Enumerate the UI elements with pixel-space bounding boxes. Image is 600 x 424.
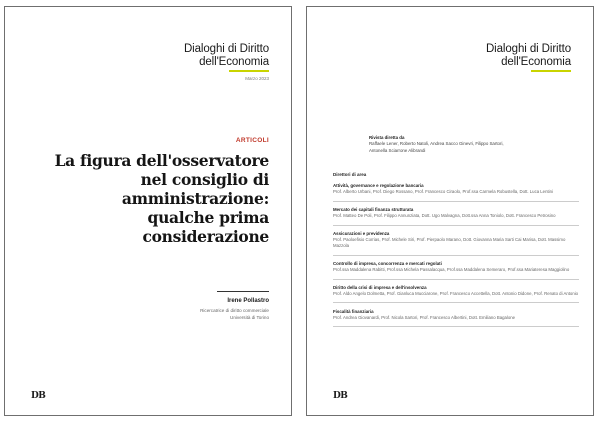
direction-line: Raffaele Lener, Roberto Natoli, Andrea Sacco Ginevri, Filippo Sartori, [369,141,504,147]
area-item [333,309,579,327]
area-item [333,183,579,201]
area-directors [333,172,579,333]
journal-masthead [486,43,571,72]
title-line: nel consiglio di [140,170,269,189]
journal-title-line-1: Dialoghi di Diritto [183,43,269,55]
author-role-line: Ricercatrice di diritto commerciale [200,308,269,313]
area-item [333,231,579,256]
area-item [333,261,579,279]
area-name: Assicurazioni e previdenza [333,231,390,237]
issue-date: Marzo 2023 [245,76,269,81]
area-members: Prof. Matteo De Poli, Prof. Filippo Annunziata, Dott. Ugo Malvagna, Dott.ssa Anna Toniolo, Dott. Francesco Petrosino [333,213,556,219]
author-divider [217,291,269,292]
area-name: Fiscalità finanziaria [333,308,374,314]
accent-rule [229,70,269,72]
right-page [306,6,594,416]
area-members: Prof. Paoloefisio Corrias, Prof. Michele Siri, Prof. Pierpaolo Marano, Dott. Giovanna Maria Sarti Cai Marisa, Dott. Massimo Mazzola [333,237,566,249]
direction-line: Antonella Sciarrone Alibrandi [369,147,426,153]
direction-heading: Rivista diretta da [369,135,405,140]
area-name: Mercato dei capitali finanza strutturata [333,207,414,213]
left-page [4,6,292,416]
area-name: Attività, governance e regolazione bancaria [333,183,424,189]
accent-rule [531,70,571,72]
area-item [333,285,579,303]
section-label: ARTICOLI [235,137,269,144]
author-name: Irene Pollastro [227,298,269,304]
editorial-direction [369,135,569,154]
title-line: amministrazione: [121,189,269,208]
area-members: Prof. Andrea Giovanardi, Prof. Nicola Sartori, Prof. Francesco Albertini, Dott. Emiliano Bagalone [333,315,515,321]
publisher-logo: DB [31,391,46,401]
article-title [29,151,269,246]
title-line: La figura dell'osservatore [54,151,269,170]
publisher-logo: DB [333,391,348,401]
area-directors-heading: Direttori di area [333,172,367,177]
author-role-line: Università di Torino [230,314,269,320]
title-line: considerazione [142,227,269,246]
area-name: Controllo di impresa, concorrenza e mercati regolati [333,261,442,267]
journal-title-line-1: Dialoghi di Diritto [485,43,571,55]
journal-title-line-2: dell'Economia [199,55,269,68]
area-members: Prof.ssa Maddalena Rabitti, Prof.ssa Michela Passalacqua, Prof.ssa Maddalena Semeraro, Prof.ssa Mariateresa Maggiolino [333,267,570,273]
area-item [333,207,579,225]
author-affiliation [200,308,269,321]
journal-title-line-2: dell'Economia [501,55,571,68]
title-line: qualche prima [147,208,269,227]
journal-masthead [184,43,269,81]
area-members: Prof. Alberto Urbani, Prof. Diego Rossano, Prof. Francesco Ciraolo, Prof.ssa Carmela Robustella, Dott. Luca Lentini [333,189,553,195]
area-members: Prof. Aldo Angelo Dolmetta, Prof. Gianluca Mucciarone, Prof. Francesco Accettella, Dott. Antonio Didone, Prof. Renato di Antonio [333,291,579,297]
area-name: Diritto della crisi di impresa e dell'insolvenza [333,285,427,291]
